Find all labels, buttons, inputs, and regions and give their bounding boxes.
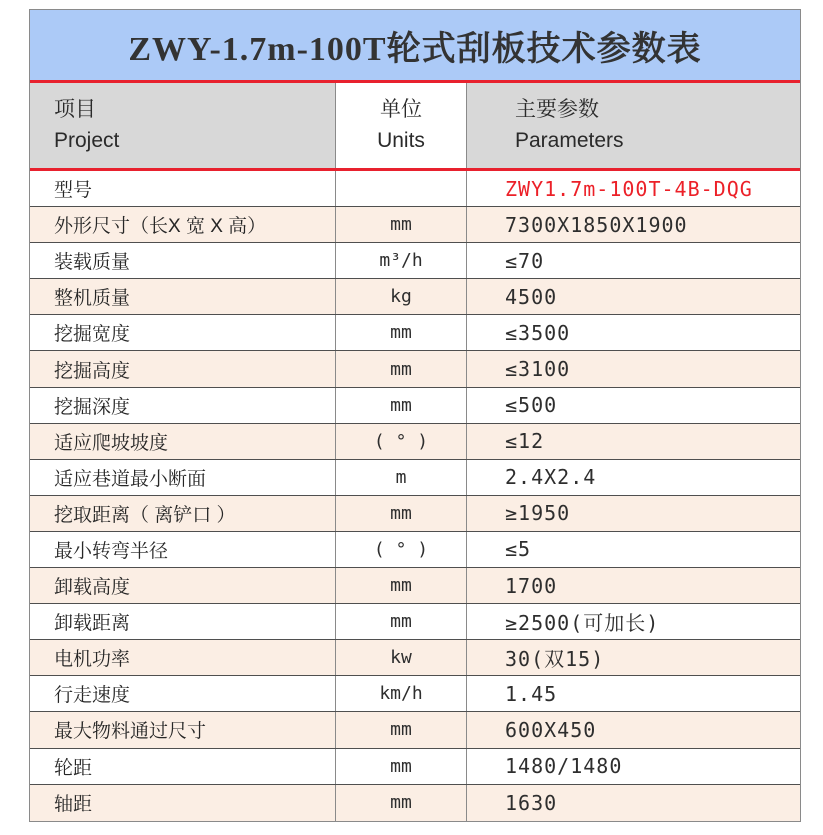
- row-value: 2.4X2.4: [505, 465, 597, 490]
- table-row: [30, 785, 800, 821]
- row-value: ≤3100: [505, 357, 571, 382]
- table-row: [30, 279, 800, 315]
- table-row: [30, 640, 800, 676]
- table-row: [30, 676, 800, 712]
- row-value: ≤500: [505, 393, 558, 418]
- row-label: 整机质量: [30, 279, 336, 314]
- row-unit: ( ° ): [336, 532, 467, 567]
- row-unit: mm: [336, 712, 467, 747]
- row-value-model: ZWY1.7m-100T-4B-DQG: [505, 176, 753, 201]
- table-row: [30, 568, 800, 604]
- row-unit: mm: [336, 315, 467, 350]
- header-units-en: Units: [377, 128, 425, 152]
- row-label: 轴距: [30, 785, 336, 821]
- header-units: [336, 83, 467, 168]
- header-project: [30, 83, 336, 168]
- row-label: 电机功率: [30, 640, 336, 675]
- table-row: [30, 388, 800, 424]
- row-label: 挖掘深度: [30, 388, 336, 423]
- row-label: 卸载距离: [30, 604, 336, 639]
- row-unit: m³/h: [336, 243, 467, 278]
- row-label: 装载质量: [30, 243, 336, 278]
- row-unit: mm: [336, 496, 467, 531]
- row-label: 行走速度: [30, 676, 336, 711]
- row-value: 1700: [505, 573, 558, 598]
- row-value: 30(双15): [505, 647, 605, 672]
- row-value: ≤3500: [505, 320, 571, 345]
- table-row: [30, 496, 800, 532]
- row-label: 卸载高度: [30, 568, 336, 603]
- table-row: [30, 460, 800, 496]
- row-unit: mm: [336, 604, 467, 639]
- row-unit: mm: [336, 785, 467, 821]
- row-value: 1630: [505, 790, 558, 815]
- row-label: 最小转弯半径: [30, 532, 336, 567]
- spec-table: [29, 9, 801, 822]
- row-label: 挖取距离（ 离铲口 ）: [30, 496, 336, 531]
- table-row: [30, 171, 800, 207]
- header-parameters-en: Parameters: [515, 128, 624, 152]
- row-unit: mm: [336, 568, 467, 603]
- row-value: 4500: [505, 284, 558, 309]
- row-value: 1480/1480: [505, 754, 623, 779]
- table-row: [30, 712, 800, 748]
- header-parameters: [467, 83, 800, 168]
- row-unit: mm: [336, 388, 467, 423]
- row-label: 适应爬坡坡度: [30, 424, 336, 459]
- row-label: 适应巷道最小断面: [30, 460, 336, 495]
- table-header: [30, 83, 800, 168]
- table-body: [30, 171, 800, 821]
- header-parameters-zh: 主要参数: [515, 98, 599, 122]
- row-value: ≤70: [505, 248, 545, 273]
- table-row: [30, 532, 800, 568]
- row-value: ≤5: [505, 537, 532, 562]
- row-unit: mm: [336, 351, 467, 386]
- row-label: 型号: [30, 171, 336, 206]
- row-value: ≤12: [505, 429, 545, 454]
- row-label: 外形尺寸（长X 宽 X 高）: [30, 207, 336, 242]
- table-row: [30, 207, 800, 243]
- row-value: ≥2500(可加长): [505, 611, 660, 636]
- table-row: [30, 351, 800, 387]
- table-title: ZWY-1.7m-100T轮式刮板技术参数表: [30, 10, 800, 80]
- row-unit: kg: [336, 279, 467, 314]
- row-label: 挖掘宽度: [30, 315, 336, 350]
- header-project-en: Project: [54, 128, 120, 152]
- row-label: 轮距: [30, 749, 336, 784]
- table-row: [30, 315, 800, 351]
- row-unit: kw: [336, 640, 467, 675]
- table-row: [30, 424, 800, 460]
- table-row: [30, 604, 800, 640]
- table-row: [30, 243, 800, 279]
- row-label: 挖掘高度: [30, 351, 336, 386]
- row-value: 7300X1850X1900: [505, 212, 688, 237]
- row-label: 最大物料通过尺寸: [30, 712, 336, 747]
- row-unit: m: [336, 460, 467, 495]
- row-unit: [336, 171, 467, 206]
- row-unit: mm: [336, 207, 467, 242]
- row-unit: km/h: [336, 676, 467, 711]
- header-project-zh: 项目: [54, 98, 96, 122]
- row-unit: mm: [336, 749, 467, 784]
- table-row: [30, 749, 800, 785]
- header-units-zh: 单位: [380, 98, 422, 122]
- row-value: 1.45: [505, 681, 558, 706]
- row-value: 600X450: [505, 717, 597, 742]
- row-unit: ( ° ): [336, 424, 467, 459]
- row-value: ≥1950: [505, 501, 571, 526]
